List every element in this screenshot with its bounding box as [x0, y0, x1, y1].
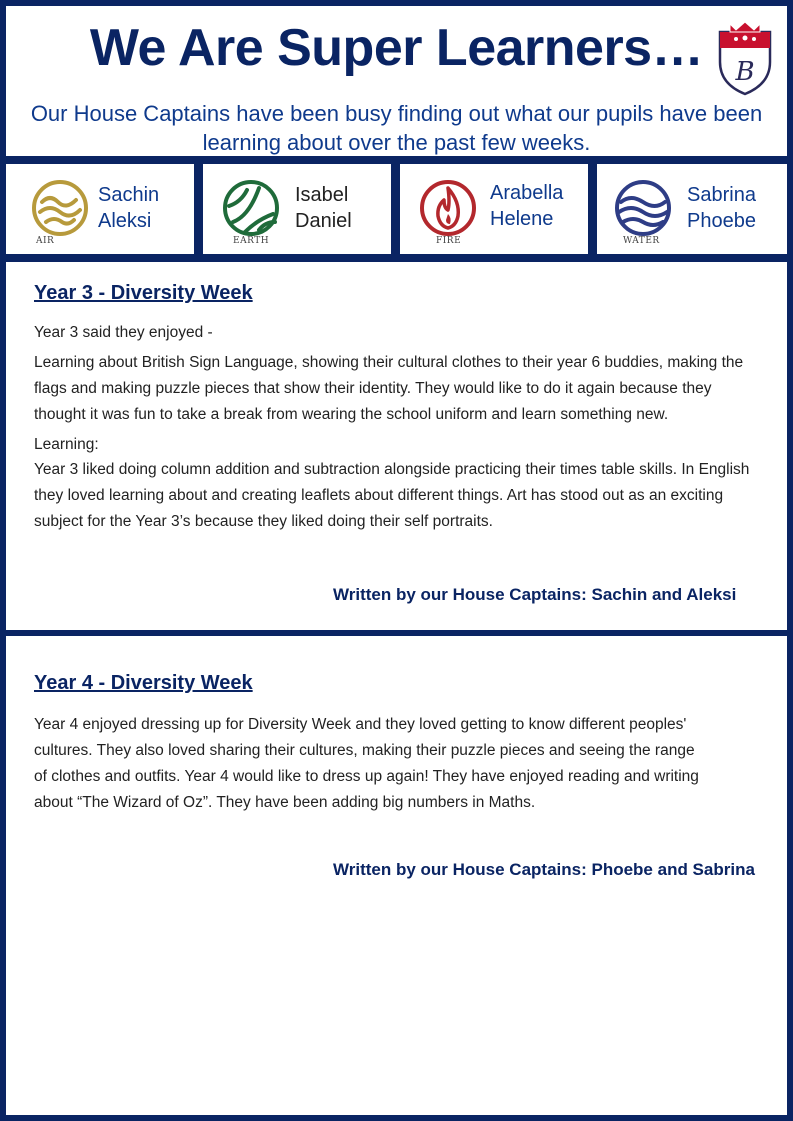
house-label: WATER: [623, 236, 660, 246]
captain-name: Helene: [490, 208, 554, 230]
captain-name: Phoebe: [687, 210, 756, 232]
house-captains: [295, 182, 352, 234]
header-panel: [6, 6, 787, 156]
section-paragraph: Year 4 enjoyed dressing up for Diversity Week and they loved getting to know different peoples' cultures. They also loved sharing their cultures, making their puzzle pieces and seeing the range of clothes and outfits. Year 4 would like to dress up again! They have enjoyed reading and writing about “The Wizard of Oz”. They have been adding big numbers in Maths.: [34, 716, 699, 811]
house-card-air: [6, 164, 194, 254]
house-captains: [687, 182, 756, 234]
section-title: Year 4 - Diversity Week: [34, 672, 253, 694]
captain-name: Aleksi: [98, 210, 152, 232]
house-captains: [98, 182, 159, 234]
section-signature: Written by our House Captains: Sachin and Aleksi: [333, 585, 737, 604]
captain-name: Isabel: [295, 184, 349, 206]
captain-name: Sabrina: [687, 184, 756, 206]
captain-name: Sachin: [98, 184, 160, 206]
crest-letter: B: [735, 57, 755, 87]
house-label: AIR: [36, 236, 55, 246]
house-captains: [490, 180, 563, 232]
page-title: We Are Super Learners…: [89, 19, 704, 77]
section-paragraph: Year 3 liked doing column addition and subtraction alongside practicing their times table skills. In English they loved learning about and creating leaflets about different things. Art has stood out as an exciting subject for the Year 3’s because they liked doing their self portraits.: [34, 461, 750, 530]
air-icon: [28, 176, 92, 240]
school-crest-icon: [716, 18, 774, 98]
earth-icon: [219, 176, 283, 240]
house-card-earth: [203, 164, 391, 254]
house-card-water: [597, 164, 787, 254]
house-label: FIRE: [436, 236, 462, 246]
section-title: Year 3 - Diversity Week: [34, 282, 253, 304]
house-label: EARTH: [233, 236, 270, 246]
year3-section: [6, 262, 787, 630]
section-signature: Written by our House Captains: Phoebe and Sabrina: [333, 860, 755, 879]
captain-name: Daniel: [295, 210, 352, 232]
captain-name: Arabella: [490, 182, 564, 204]
water-icon: [611, 176, 675, 240]
section-paragraph: Learning about British Sign Language, showing their cultural clothes to their year 6 buddies, making the flags and making puzzle pieces that show their identity. They would like to do it again because they thought it was fun to take a break from wearing the school uniform and learn something new.: [34, 354, 744, 423]
year4-section: [6, 636, 787, 1115]
section-intro: Year 3 said they enjoyed -: [34, 324, 213, 341]
fire-icon: [416, 176, 480, 240]
page-subtitle: Our House Captains have been busy finding out what our pupils have been learning about over the past few weeks.: [30, 101, 763, 155]
house-card-fire: [400, 164, 588, 254]
learning-label: Learning:: [34, 436, 99, 453]
